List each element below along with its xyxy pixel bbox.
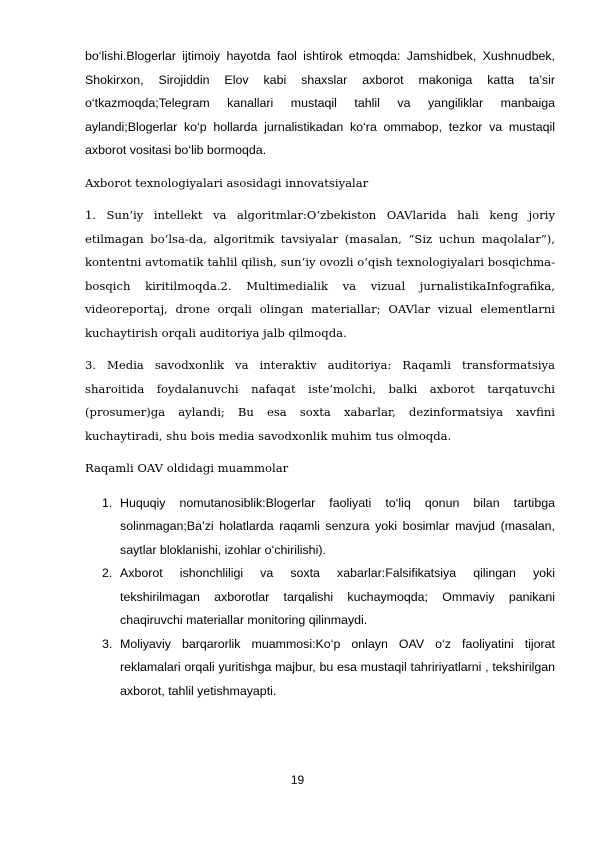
section-heading-problems: Raqamli OAV oldidagi muammolar	[85, 461, 289, 475]
document-page	[85, 45, 555, 703]
paragraph-media-literacy: 3. Media savodxonlik va interaktiv auditoriya: Raqamli transformatsiya sharoitida foydalanuvchi nafaqat iste’molchi, balki axborot tarqatuvchi (prosumer)ga aylandi; Bu esa soxta xabarlar, dezinformatsiya xavfini kuchaytiradi, shu bois media savodxonlik muhim tus olmoqda.	[85, 358, 555, 443]
paragraph-ai-multimedia: 1. Sun’iy intellekt va algoritmlar:O‘zbekiston OAVlarida hali keng joriy etilmagan bo‘lsa-da, algoritmik tavsiyalar (masalan, “Siz uchun maqolalar”), kontentni avtomatik tahlil qilish, sun’iy ovozli o‘qish texnologiyalari bosqichma-bosqich kiritilmoqda.2. Multimedialik va vizual jurnalistikaInfografika, videoreportaj, drone orqali olingan materiallar; OAVlar vizual elementlarni kuchaytirish orqali auditoriya jalb qilmoqda.	[85, 208, 555, 340]
page-number: 19	[290, 773, 305, 787]
list-item-text: Huquqiy nomutanosiblik:Blogerlar faoliyati to‘liq qonun bilan tartibga solinmagan;Ba’zi holatlarda raqamli senzura yoki bosimlar mavjud (masalan, saytlar bloklanishi, izohlar o‘chirilishi).	[120, 495, 555, 557]
paragraph-bloggers: bo‘lishi.Blogerlar ijtimoiy hayotda faol ishtirok etmoqda: Jamshidbek, Xushnudbek, Shokirxon, Sirojiddin Elov kabi shaxslar axborot makoniga katta ta’sir o‘tkazmoqda;Telegram kanallari mustaqil tahlil va yangiliklar manbaiga aylandi;Blogerlar ko‘p hollarda jurnalistikadan ko‘ra ommabop, tezkor va mustaqil axborot vositasi bo‘lib bormoqda.	[85, 49, 555, 157]
list-item-number: 3.	[102, 636, 113, 651]
list-item	[85, 562, 555, 633]
list-item-number: 2.	[102, 566, 113, 580]
list-item-text: Axborot ishonchliligi va soxta xabarlar:Falsifikatsiya qilingan yoki tekshirilmagan axborotlar tarqalishi kuchaymoqda; Ommaviy panikani chaqiruvchi materiallar monitoring qilinmaydi.	[120, 566, 555, 627]
list-item-text: Moliyaviy barqarorlik muammosi:Ko‘p onlayn OAV o‘z faoliyatini tijorat reklamalari orqali yuritishga majbur, bu esa mustaqil tahririyatlarni , tekshirilgan axborot, tahlil yetishmayapti.	[120, 636, 555, 698]
list-item	[85, 633, 555, 704]
list-item-number: 1.	[102, 495, 113, 510]
list-item	[85, 492, 555, 563]
problems-list	[85, 492, 555, 704]
section-heading-innovations: Axborot texnologiyalari asosidagi innovatsiyalar	[85, 175, 369, 190]
